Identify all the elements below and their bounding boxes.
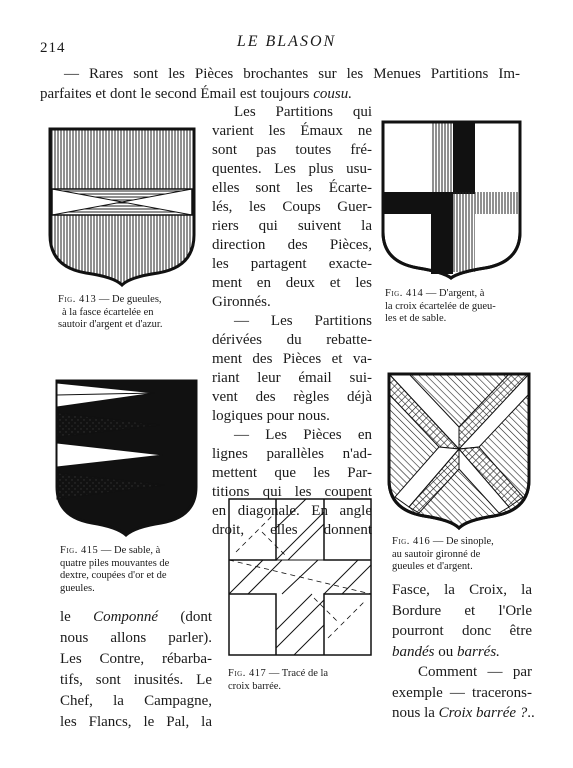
fig417-caption: Fig. 417 — Tracé de la croix barrée. [228,668,329,692]
text-line: droit, elles donnent [212,522,372,538]
text-line: Les Contre, rébarba- [60,651,212,667]
text-line: bandés ou barrés. [392,643,500,660]
text-line: riant leur émail sui- [212,370,372,386]
text-line: Chef, la Campagne, [60,693,212,709]
text-line: Les Partitions qui [234,104,372,120]
right-column [392,580,535,724]
fig414-shield [381,120,522,280]
text-line: nous allons parler). [60,630,212,646]
text-line: logiques pour nous. [212,408,330,424]
fig413-shield [48,127,196,287]
intro-italic: cousu. [313,86,353,102]
text-line: vent des règles déjà [212,389,372,405]
fig417-diagram [228,498,372,656]
fig413-caption: Fig. 413 — De gueules, à la fasce écartelée en sautoir d'argent et d'azur. [58,294,163,330]
text-line: en diagonale. En angle [212,503,372,519]
text-line: — Les Partitions [234,313,372,329]
text-line: lignes parallèles n'ad- [212,446,372,462]
text-line: — Les Pièces en [234,427,372,443]
text-line: exemple — tracerons- [392,684,532,701]
text-line: sont pas toutes fré- [212,142,372,158]
text-line: Fasce, la Croix, la [392,582,532,598]
text-line: nous la Croix barrée ?.. [392,705,535,721]
text-line: direction des Pièces, [212,237,372,253]
text-line: Bordure et l'Orle [392,602,532,619]
text-line: les Flancs, le Pal, la [60,714,212,730]
fig415-caption: Fig. 415 — De sable, à quatre piles mouvantes de dextre, coupées d'or et de gueules. [60,545,170,594]
text-line: elles sont les Écarte- [212,180,372,196]
text-line: dérivées du rebatte- [212,332,372,348]
running-title: LE BLASON [236,33,337,50]
fig416-shield [387,372,531,530]
intro-line-1: — Rares sont les Pièces brochantes sur les Menues Partitions Im- [64,66,520,82]
text-line: varient les Émaux ne [212,123,372,139]
text-line: ment en deux et les [212,275,372,291]
left-column [60,607,212,733]
text-line: les partagent exacte- [212,256,372,272]
text-line: Gironnés. [212,294,271,310]
text-line: le Componné (dont [60,609,212,625]
text-line: lés, les Coups Guer- [212,199,372,215]
middle-column [212,103,372,540]
text-line: quentes. Les plus usu- [212,161,372,177]
text-line: mettent que les Par- [212,465,372,481]
text-line: pourront donc être [392,623,532,639]
text-line: ment des Pièces et va- [212,351,372,367]
text-line: tifs, sont inusités. Le [60,672,212,688]
intro-line-2: parfaites et dont le second Émail est toujours cousu. [40,86,353,102]
intro-paragraph [40,64,520,104]
fig415-shield [55,379,198,537]
text-line: riers qui suivent la [212,218,372,234]
text-line: Comment — par [418,664,532,680]
text-line: titions qui les coupent [212,484,372,500]
fig416-caption: Fig. 416 — De sinople, au sautoir gironné de gueules et d'argent. [392,536,494,572]
page-number: 214 [40,40,66,56]
fig414-caption: Fig. 414 — D'argent, à la croix écartelée de gueu- les et de sable. [385,288,496,324]
